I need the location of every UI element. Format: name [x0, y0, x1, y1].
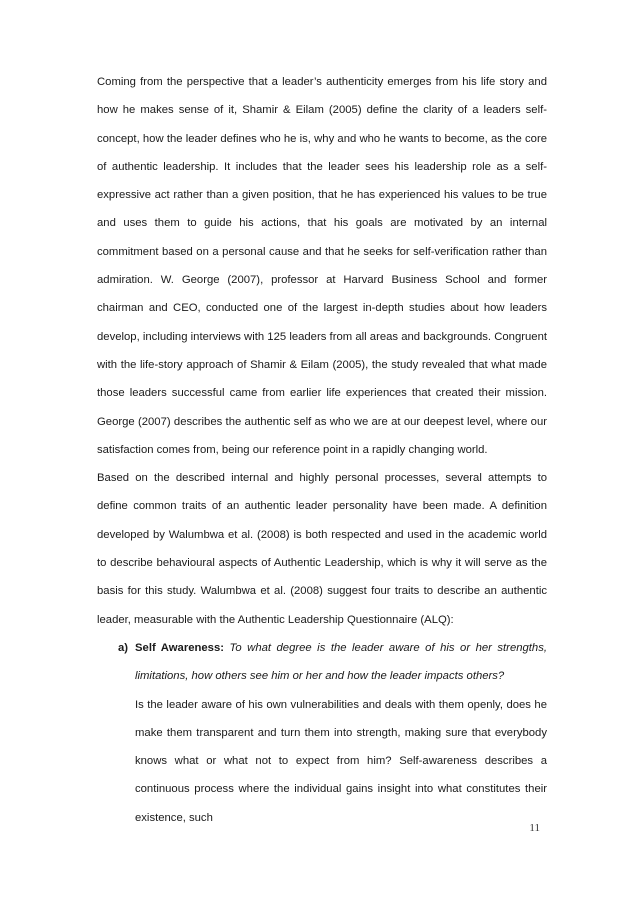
list-item-marker: a)	[118, 641, 129, 654]
trait-list	[97, 634, 547, 832]
paragraph-authentic-self: Coming from the perspective that a leader’s authenticity emerges from his life story and how he makes sense of it, Shamir & Eilam (2005) define the clarity of a leaders self-concept, how the leader defines who he is, why and who he wants to become, as the core of authentic leadership. It includes that the leader sees his leadership role as a self-expressive act rather than a given position, that he has experienced his values to be true and uses them to guide his actions, that his goals are motivated by an internal commitment based on a personal cause and that he seeks for self-verification rather than admiration. W. George (2007), professor at Harvard Business School and former chairman and CEO, conducted one of the largest in-depth studies about how leaders develop, including interviews with 125 leaders from all areas and backgrounds. Congruent with the life-story approach of Shamir & Eilam (2005), the study revealed that what made those leaders successful came from earlier life experiences that created their mission. George (2007) describes the authentic self as who we are at our deepest level, where our satisfaction comes from, being our reference point in a rapidly changing world.	[97, 76, 547, 456]
body-text	[97, 68, 547, 832]
list-item	[97, 634, 547, 832]
page-number: 11	[529, 822, 540, 834]
list-item-heading	[135, 634, 547, 691]
list-item-body: Is the leader aware of his own vulnerabilities and deals with them openly, does he make them transparent and turn them into strength, making sure that everybody knows what or what not to expect from him? Self-awareness describes a continuous process where the individual gains insight into what constitutes their existence, such	[135, 698, 547, 824]
list-item-question: To what degree is the leader aware of his or her strengths, limitations, how others see him or her and how the leader impacts others?	[135, 641, 547, 683]
list-item-title: Self Awareness:	[135, 641, 225, 654]
paragraph-authentic-traits: Based on the described internal and highly personal processes, several attempts to define common traits of an authentic leader personality have been made. A definition developed by Walumbwa et al. (2008) is both respected and used in the academic world to describe behavioural aspects of Authentic Leadership, which is why it will serve as the basis for this study. Walumbwa et al. (2008) suggest four traits to describe an authentic leader, measurable with the Authentic Leadership Questionnaire (ALQ):	[97, 472, 547, 626]
